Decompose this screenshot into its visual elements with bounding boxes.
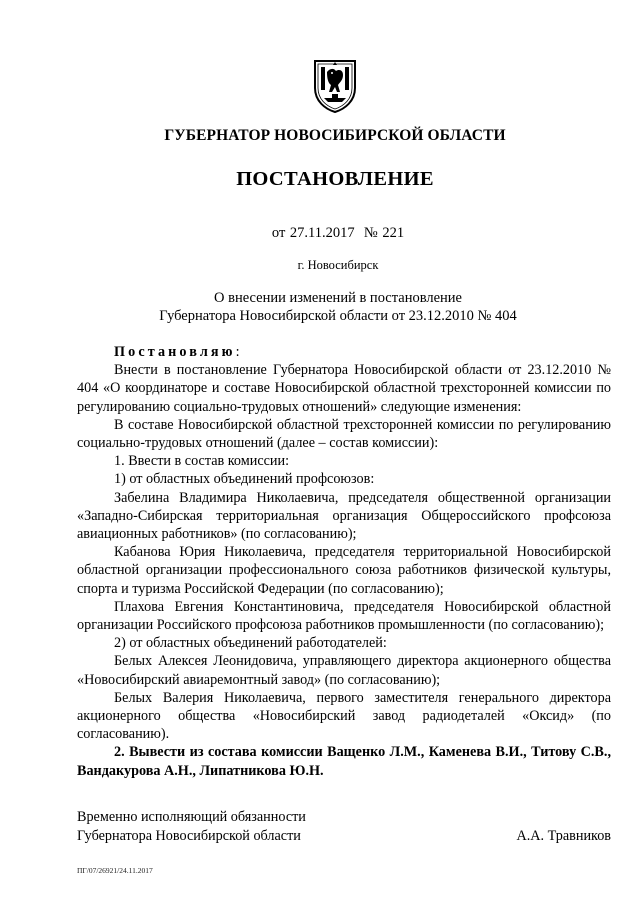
- body-paragraph: Кабанова Юрия Николаевича, председателя территориальной Новосибирской областной организации профессионального союза работников физической культуры, спорта и туризма Российской Федерации (по согласованию);: [77, 544, 611, 597]
- body-paragraph: В составе Новосибирской областной трехсторонней комиссии по регулированию социально-трудовых отношений (далее – состав комиссии):: [77, 416, 611, 452]
- document-subject: [0, 289, 640, 325]
- document-city: г. Новосибирск: [297, 258, 379, 272]
- body-paragraph: Плахова Евгения Константиновича, председателя Новосибирской областной организации Российского профсоюза работников промышленности (по согласованию);: [77, 598, 611, 634]
- issuing-authority: ГУБЕРНАТОР НОВОСИБИРСКОЙ ОБЛАСТИ: [164, 127, 506, 144]
- subject-line: Губернатора Новосибирской области от 23.12.2010 № 404: [159, 308, 517, 324]
- resolve-word: Постановляю: [114, 344, 236, 360]
- signature-block: [77, 808, 611, 845]
- document-type: ПОСТАНОВЛЕНИЕ: [236, 168, 434, 190]
- signer-position: Временно исполняющий обязанности: [77, 809, 306, 825]
- document-registration-code: ПГ/07/26921/24.11.2017: [77, 866, 153, 875]
- resolve-heading: [77, 343, 611, 361]
- body-paragraph: 1) от областных объединений профсоюзов:: [114, 471, 375, 488]
- coat-of-arms-icon: [312, 58, 358, 114]
- resolve-colon: :: [235, 344, 240, 360]
- signer-name: А.А. Травников: [516, 827, 611, 844]
- document-date-number: от 27.11.2017 № 221: [271, 225, 405, 241]
- body-paragraph: Белых Алексея Леонидовича, управляющего директора акционерного общества «Новосибирский авиаремонтный завод» (по согласованию);: [77, 653, 611, 688]
- body-paragraph: 1. Ввести в состав комиссии:: [114, 453, 290, 470]
- signature-row: [77, 827, 611, 846]
- signer-position: Губернатора Новосибирской области: [77, 827, 301, 844]
- body-paragraph: 2. Вывести из состава комиссии Ващенко Л.М., Каменева В.И., Титову С.В., Вандакурова А.Н., Липатникова Ю.Н.: [77, 744, 611, 779]
- subject-line: О внесении изменений в постановление: [214, 290, 462, 306]
- body-paragraph: Белых Валерия Николаевича, первого заместителя генерального директора акционерного общества «Новосибирский завод радиодеталей «Оксид» (по согласованию).: [77, 689, 611, 743]
- body-paragraph: Забелина Владимира Николаевича, председателя общественной организации «Западно-Сибирская территориальная организация Общероссийского профсоюза авиационных работников» (по согласованию);: [77, 489, 611, 543]
- body-paragraph: Внести в постановление Губернатора Новосибирской области от 23.12.2010 № 404 «О координаторе и составе Новосибирской областной трехсторонней комиссии по регулированию социально-трудовых отношений» следующие изменения:: [77, 362, 611, 415]
- document-body: [77, 343, 611, 780]
- body-paragraph: 2) от областных объединений работодателей:: [114, 635, 387, 652]
